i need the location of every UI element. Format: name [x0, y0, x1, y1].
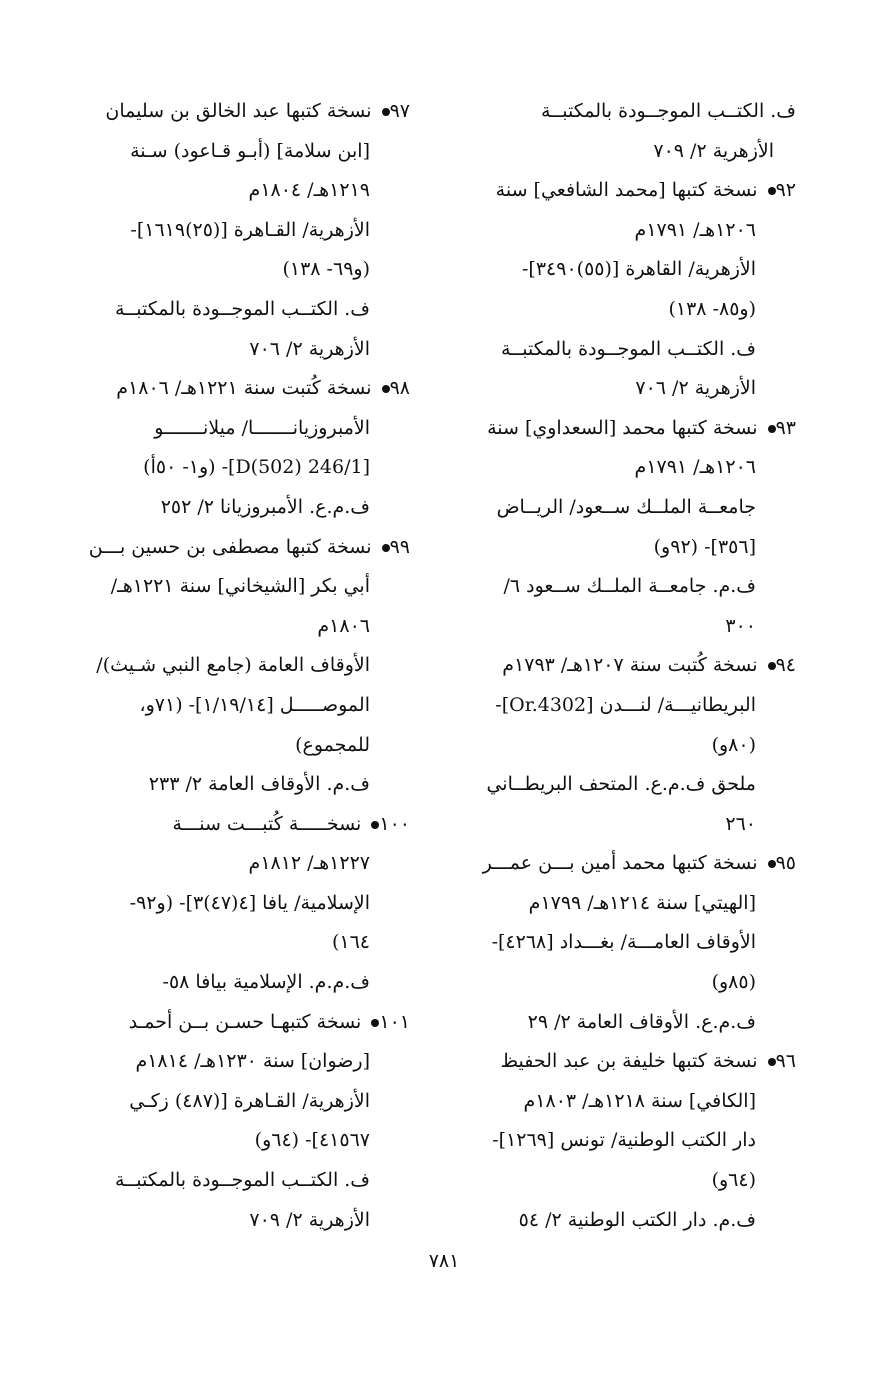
entry-line: [246/1 D(502)]- (و١- ٥٠أ) — [143, 456, 370, 479]
entry-line — [451, 1042, 796, 1082]
entry-text: نسخة كتبها خليفة بن عبد الحفيظ — [500, 1050, 764, 1073]
entry-line: جامعــة الملــك ســعود/ الريــاض — [496, 495, 756, 518]
entry-line — [72, 369, 410, 409]
entry-line: ف.م. جامعــة الملــك ســعود ٦/ — [503, 575, 756, 598]
entry-line: الأزهرية/ القـاهرة [(٢٥)١٦١٩]- — [130, 218, 370, 241]
bullet-icon — [768, 187, 776, 195]
entry-line: ف. الكتــب الموجــودة بالمكتبــة — [540, 100, 796, 122]
entry-line: دار الكتب الوطنية/ تونس [١٢٦٩]- — [492, 1129, 756, 1152]
entry-line: (و٨٥- ١٣٨) — [668, 297, 756, 320]
entry-line: ملحق ف.م.ع. المتحف البريطــاني — [486, 773, 756, 796]
entry-text: نسخة كتبها مصطفى بن حسين بـــن — [88, 535, 378, 558]
catalog-entry — [451, 646, 796, 844]
entry-line: ف.م.ع. الأمبروزيانا ٢/ ٢٥٢ — [160, 495, 370, 518]
entry-line: الأمبروزيانـــــــا/ ميلانـــــــو — [154, 416, 370, 439]
entry-line: ف. الكتــب الموجــودة بالمكتبــة — [114, 297, 370, 320]
entry-line: الأزهرية ٢/ ٧٠٦ — [635, 377, 756, 400]
entry-number: ٩٢ — [775, 179, 796, 202]
entry-line: [الهيتي] سنة ١٢١٤هـ/ ١٧٩٩م — [528, 891, 756, 914]
entry-line — [72, 92, 410, 132]
entry-number: ٩٧ — [389, 100, 410, 122]
entry-line: الإسلامية/ يافا [٤(٤٧)٣]- (و٩٢- — [129, 891, 370, 914]
catalog-entry — [72, 92, 410, 369]
entry-line — [451, 171, 796, 211]
bullet-icon — [382, 544, 390, 552]
entry-number: ٩٤ — [775, 654, 796, 677]
entry-number: ٩٨ — [389, 377, 410, 400]
entry-text: نسخة كتبها عبد الخالق بن سليمان — [105, 100, 378, 122]
entry-line: ٢٦٠ — [725, 812, 756, 835]
entry-line: [ابن سلامة] (أبـو قـاعود) سـنة — [130, 139, 370, 162]
entry-line: [الكافي] سنة ١٢١٨هـ/ ١٨٠٣م — [523, 1089, 756, 1112]
entry-number: ٩٣ — [775, 416, 796, 439]
entry-line: ف. الكتــب الموجــودة بالمكتبــة — [500, 337, 756, 360]
catalog-entry — [72, 528, 410, 805]
entry-number: ٩٩ — [389, 535, 410, 558]
entry-line: ف.م.ع. الأوقاف العامة ٢/ ٢٩ — [527, 1010, 756, 1033]
entry-text: نسخة كتبها محمد [السعداوي] سنة — [487, 416, 764, 439]
entry-line: ١٨٠٦م — [317, 614, 370, 637]
entry-line — [72, 1003, 410, 1043]
entry-line: (٨٠و) — [711, 733, 756, 756]
entry-line: ١٢٠٦هـ/ ١٧٩١م — [634, 456, 756, 479]
entry-line: الأزهرية ٢/ ٧٠٩ — [249, 1208, 370, 1231]
catalog-entry — [451, 171, 796, 409]
catalog-entry — [72, 805, 410, 1003]
entry-line: ف. الكتــب الموجــودة بالمكتبــة — [114, 1169, 370, 1192]
entry-line: الأزهرية ٢/ ٧٠٩ — [653, 139, 774, 162]
entry-line — [451, 844, 796, 884]
entry-line: الأزهرية/ القـاهرة [(٤٨٧) زكـي — [129, 1089, 370, 1112]
entry-line: ف.م. الأوقاف العامة ٢/ ٢٣٣ — [148, 773, 370, 796]
entry-line: الموصـــــل [١/١٩/١٤]- (٧١و، — [139, 693, 370, 716]
entry-line: ١٢١٩هـ/ ١٨٠٤م — [248, 179, 370, 202]
entry-line: ف.م. دار الكتب الوطنية ٢/ ٥٤ — [518, 1208, 756, 1231]
entry-number: ٩٥ — [775, 852, 796, 875]
entry-line: ف.م.م. الإسلامية بيافا ٥٨- — [162, 971, 370, 994]
entry-line: (و٦٩- ١٣٨) — [282, 258, 370, 281]
entry-number: ١٠١ — [379, 1010, 410, 1033]
bullet-icon — [768, 860, 776, 868]
entry-number: ١٠٠ — [379, 812, 410, 835]
catalog-entry — [72, 369, 410, 527]
entry-line: ١٦٤) — [331, 931, 370, 954]
entry-line — [72, 528, 410, 568]
entry-text: نسخة كتبهـا حسـن بــن أحمـد — [128, 1010, 368, 1033]
entry-line: الأوقاف العامـــة/ بغـــداد [٤٢٦٨]- — [491, 931, 756, 954]
entry-text: نسخـــــة كُتبـــت سنـــة — [172, 812, 368, 835]
right-column — [451, 92, 796, 1240]
entry-line: أبي بكر [الشيخاني] سنة ١٢٢١هـ/ — [110, 575, 370, 598]
entry-line: الأوقاف العامة (جامع النبي شـيث)/ — [96, 654, 370, 677]
entry-text: نسخة كتبها [محمد الشافعي] سنة — [495, 179, 764, 202]
bullet-icon — [382, 108, 390, 116]
entry-line: ١٢٠٦هـ/ ١٧٩١م — [634, 218, 756, 241]
entry-line — [451, 646, 796, 686]
bullet-icon — [382, 385, 390, 393]
catalog-entry — [451, 92, 796, 171]
left-column — [72, 92, 410, 1240]
page-number: ٧٨١ — [428, 1250, 460, 1272]
catalog-entry — [72, 1003, 410, 1241]
entry-line: ٤١٥٦٧]- (٦٤و) — [254, 1129, 370, 1152]
entry-number: ٩٦ — [775, 1050, 796, 1073]
entry-text: نسخة كُتبت سنة ١٢٠٧هـ/ ١٧٩٣م — [502, 654, 764, 677]
entry-line: الأزهرية/ القاهرة [(٥٥)٣٤٩٠]- — [521, 258, 756, 281]
entry-line: البريطانيـــة/ لنـــدن [Or.4302]- — [495, 693, 756, 716]
catalog-entry — [451, 844, 796, 1042]
entry-line: الأزهرية ٢/ ٧٠٦ — [249, 337, 370, 360]
entry-line — [72, 805, 410, 845]
entry-line — [451, 409, 796, 449]
bullet-icon — [768, 1058, 776, 1066]
bullet-icon — [768, 425, 776, 433]
catalog-entry — [451, 1042, 796, 1240]
entry-line: (٨٥و) — [711, 971, 756, 994]
entry-line: [رضوان] سنة ١٢٣٠هـ/ ١٨١٤م — [135, 1050, 370, 1073]
entry-line: ١٢٢٧هـ/ ١٨١٢م — [248, 852, 370, 875]
entry-text: نسخة كتبها محمد أمين بـــن عمـــر — [482, 852, 764, 875]
entry-text: نسخة كُتبت سنة ١٢٢١هـ/ ١٨٠٦م — [116, 377, 378, 400]
entry-line: (٦٤و) — [711, 1169, 756, 1192]
entry-line: [٣٥٦]- (٩٢و) — [653, 535, 756, 558]
entry-line: ٣٠٠ — [725, 614, 756, 637]
bullet-icon — [768, 662, 776, 670]
catalog-entry — [451, 409, 796, 647]
entry-line: للمجموع) — [295, 733, 370, 756]
